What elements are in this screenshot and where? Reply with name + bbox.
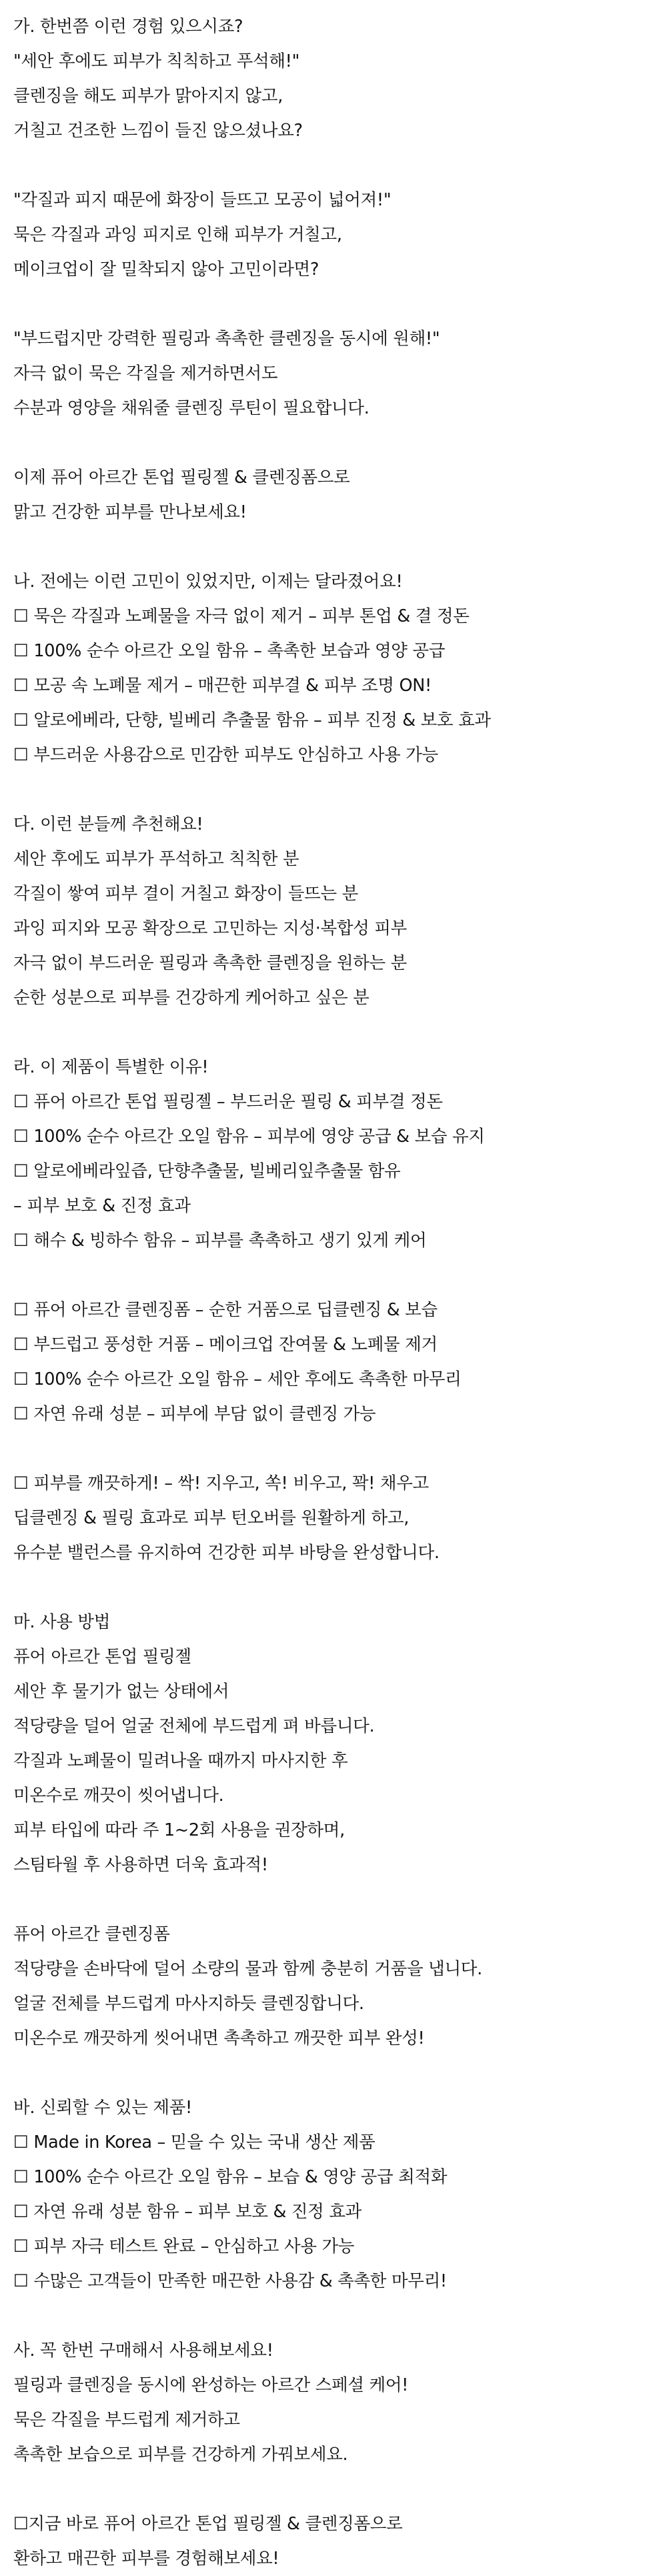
section-spacer bbox=[13, 2299, 667, 2333]
text-line: 메이크업이 잘 밀착되지 않아 고민이라면? bbox=[13, 259, 319, 279]
section-first-line: 이제 퓨어 아르간 톤업 필링젤 & 클렌징폼으로 bbox=[13, 468, 350, 488]
section-first-line: "각질과 피지 때문에 화장이 들뜨고 모공이 넓어져!" bbox=[13, 190, 392, 210]
text-line: 묵은 각질을 부드럽게 제거하고 bbox=[13, 2410, 240, 2430]
text-line: – 피부 보호 & 진정 효과 bbox=[13, 1196, 191, 1216]
text-line: 피부 타입에 따라 주 1~2회 사용을 권장하며, bbox=[13, 1820, 345, 1840]
text-line: 자극 없이 묵은 각질을 제거하면서도 bbox=[13, 364, 278, 384]
text-line: 미온수로 깨끗이 씻어냅니다. bbox=[13, 1786, 224, 1806]
text-line: ☐ 수많은 고객들이 만족한 매끈한 사용감 & 촉촉한 마무리! bbox=[13, 2271, 447, 2291]
text-line: ☐ 100% 순수 아르간 오일 함유 – 세안 후에도 촉촉한 마무리 bbox=[13, 1369, 462, 1389]
text-line: 과잉 피지와 모공 확장으로 고민하는 지성·복합성 피부 bbox=[13, 918, 407, 938]
text-line: 묵은 각질과 과잉 피지로 인해 피부가 거칠고, bbox=[13, 225, 342, 245]
section-spacer bbox=[13, 287, 667, 321]
section-first-line: ☐ 피부를 깨끗하게! – 싹! 지우고, 쏙! 비우고, 꽉! 채우고 bbox=[13, 1473, 429, 1493]
text-line: 자극 없이 부드러운 필링과 촉촉한 클렌징을 원하는 분 bbox=[13, 953, 407, 973]
text-line: ☐ 자연 유래 성분 함유 – 피부 보호 & 진정 효과 bbox=[13, 2202, 362, 2222]
text-line: ☐ 부드럽고 풍성한 거품 – 메이크업 잔여물 & 노폐물 제거 bbox=[13, 1335, 438, 1355]
section-first-line: 나. 전에는 이런 고민이 있었지만, 이제는 달라졌어요! bbox=[13, 572, 403, 592]
section-spacer bbox=[13, 1258, 667, 1293]
text-line: ☐ 묵은 각질과 노폐물을 자극 없이 제거 – 피부 톤업 & 결 정돈 bbox=[13, 606, 470, 626]
section-first-line: 퓨어 아르간 클렌징폼 bbox=[13, 1924, 170, 1944]
section-first-line: 가. 한번쯤 이런 경험 있으시죠? bbox=[13, 17, 243, 37]
section-spacer bbox=[13, 2472, 667, 2507]
text-line: 거칠고 건조한 느낌이 들진 않으셨나요? bbox=[13, 121, 303, 141]
text-line: 미온수로 깨끗하게 씻어내면 촉촉하고 깨끗한 피부 완성! bbox=[13, 2028, 425, 2048]
text-line: 적당량을 손바닥에 덜어 소량의 물과 함께 충분히 거품을 냅니다. bbox=[13, 1959, 482, 1979]
text-line: ☐ 100% 순수 아르간 오일 함유 – 보습 & 영양 공급 최적화 bbox=[13, 2167, 448, 2187]
text-line: ☐ 해수 & 빙하수 함유 – 피부를 촉촉하고 생기 있게 케어 bbox=[13, 1231, 427, 1251]
text-line: 얼굴 전체를 부드럽게 마사지하듯 클렌징합니다. bbox=[13, 1994, 364, 2014]
text-line: 클렌징을 해도 피부가 맑아지지 않고, bbox=[13, 86, 283, 106]
section-spacer bbox=[13, 1431, 667, 1466]
text-line: ☐ Made in Korea – 믿을 수 있는 국내 생산 제품 bbox=[13, 2132, 376, 2152]
text-line: 촉촉한 보습으로 피부를 건강하게 가꿔보세요. bbox=[13, 2445, 348, 2465]
text-line: 각질과 노폐물이 밀려나올 때까지 마사지한 후 bbox=[13, 1751, 348, 1771]
text-line: 유수분 밸런스를 유지하여 건강한 피부 바탕을 완성합니다. bbox=[13, 1543, 440, 1563]
section-first-line: 바. 신뢰할 수 있는 제품! bbox=[13, 2098, 192, 2118]
section-first-line: ☐지금 바로 퓨어 아르간 톤업 필링젤 & 클렌징폼으로 bbox=[13, 2514, 403, 2534]
text-line: 수분과 영양을 채워줄 클렌징 루틴이 필요합니다. bbox=[13, 398, 370, 418]
section-spacer bbox=[13, 1882, 667, 1917]
text-line: 환하고 매끈한 피부를 경험해보세요! bbox=[13, 2549, 279, 2569]
section-spacer bbox=[13, 530, 667, 564]
section-spacer bbox=[13, 1015, 667, 1050]
section-first-line: 다. 이런 분들께 추천해요! bbox=[13, 814, 203, 834]
text-line: ☐ 알로에베라잎즙, 단향추출물, 빌베리잎추출물 함유 bbox=[13, 1161, 401, 1181]
text-line: "세안 후에도 피부가 칙칙하고 푸석해!" bbox=[13, 51, 299, 71]
text-line: ☐ 100% 순수 아르간 오일 함유 – 피부에 영양 공급 & 보습 유지 bbox=[13, 1127, 485, 1147]
text-line: 세안 후에도 피부가 푸석하고 칙칙한 분 bbox=[13, 849, 299, 869]
section-first-line: 마. 사용 방법 bbox=[13, 1612, 111, 1632]
text-line: ☐ 피부 자극 테스트 완료 – 안심하고 사용 가능 bbox=[13, 2236, 355, 2257]
text-line: 적당량을 덜어 얼굴 전체에 부드럽게 펴 바릅니다. bbox=[13, 1716, 375, 1736]
section-spacer bbox=[13, 772, 667, 807]
section-first-line: "부드럽지만 강력한 필링과 촉촉한 클렌징을 동시에 원해!" bbox=[13, 329, 440, 349]
section-spacer bbox=[13, 1570, 667, 1605]
section-spacer bbox=[13, 2056, 667, 2090]
text-line: 세안 후 물기가 없는 상태에서 bbox=[13, 1682, 229, 1702]
section-first-line: ☐ 퓨어 아르간 클렌징폼 – 순한 거품으로 딥클렌징 & 보습 bbox=[13, 1300, 438, 1320]
text-line: 필링과 클렌징을 동시에 완성하는 아르간 스페셜 케어! bbox=[13, 2375, 409, 2395]
text-line: 각질이 쌓여 피부 결이 거칠고 화장이 들뜨는 분 bbox=[13, 884, 358, 904]
text-line: ☐ 퓨어 아르간 톤업 필링젤 – 부드러운 필링 & 피부결 정돈 bbox=[13, 1092, 443, 1112]
section-spacer bbox=[13, 148, 667, 183]
text-line: 딥클렌징 & 필링 효과로 피부 턴오버를 원활하게 하고, bbox=[13, 1508, 410, 1528]
text-line: 순한 성분으로 피부를 건강하게 케어하고 싶은 분 bbox=[13, 988, 370, 1008]
text-line: 맑고 건강한 피부를 만나보세요! bbox=[13, 502, 247, 522]
section-first-line: 사. 꼭 한번 구매해서 사용해보세요! bbox=[13, 2341, 273, 2361]
section-first-line: 라. 이 제품이 특별한 이유! bbox=[13, 1057, 209, 1077]
text-line: ☐ 부드러운 사용감으로 민감한 피부도 안심하고 사용 가능 bbox=[13, 745, 438, 765]
text-line: ☐ 모공 속 노폐물 제거 – 매끈한 피부결 & 피부 조명 ON! bbox=[13, 676, 432, 696]
text-line: ☐ 알로에베라, 단향, 빌베리 추출물 함유 – 피부 진정 & 보호 효과 bbox=[13, 710, 491, 730]
section-spacer bbox=[13, 426, 667, 460]
text-line: ☐ 자연 유래 성분 – 피부에 부담 없이 클렌징 가능 bbox=[13, 1404, 376, 1424]
text-line: ☐ 100% 순수 아르간 오일 함유 – 촉촉한 보습과 영양 공급 bbox=[13, 641, 446, 661]
text-line: 퓨어 아르간 톤업 필링젤 bbox=[13, 1647, 191, 1667]
text-line: 스팀타월 후 사용하면 더욱 효과적! bbox=[13, 1855, 268, 1875]
